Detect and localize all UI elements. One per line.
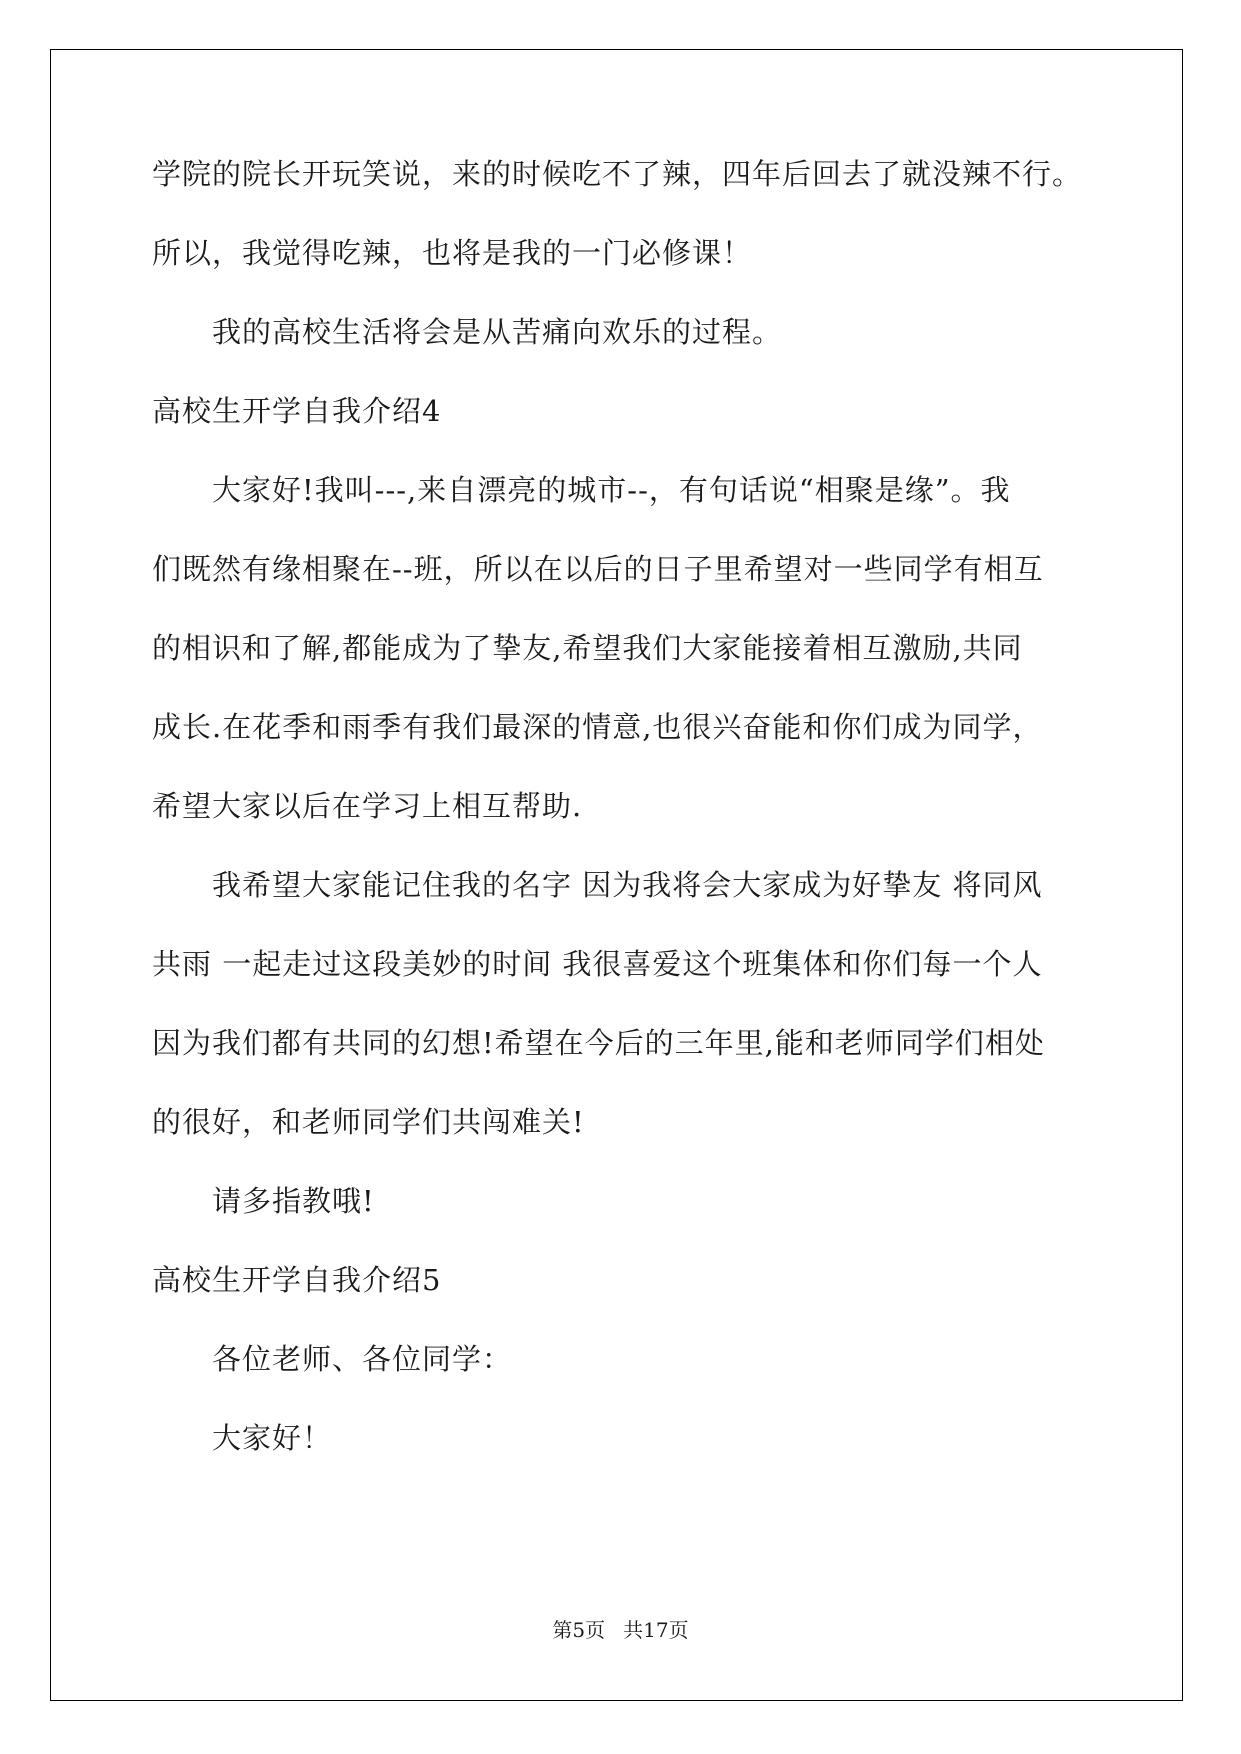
body-line-11: 共雨 一起走过这段美妙的时间 我很喜爱这个班集体和你们每一个人: [152, 947, 1043, 981]
body-line-2: 所以，我觉得吃辣，也将是我的一门必修课！: [152, 236, 753, 270]
body-line-8: 成长.在花季和雨季有我们最深的情意,也很兴奋能和你们成为同学，: [152, 710, 1043, 744]
page-total: 共17页: [623, 1618, 689, 1642]
section-heading-4: 高校生开学自我介绍4: [152, 394, 442, 428]
body-line-6: 们既然有缘相聚在--班，所以在以后的日子里希望对一些同学有相互: [152, 552, 1044, 586]
page-number: 第5页: [552, 1618, 606, 1642]
body-line-3: 我的高校生活将会是从苦痛向欢乐的过程。: [212, 315, 783, 349]
body-line-17: 大家好！: [212, 1421, 333, 1455]
body-line-12: 因为我们都有共同的幻想!希望在今后的三年里,能和老师同学们相处: [152, 1026, 1045, 1060]
page-footer: [0, 1614, 1241, 1643]
body-line-1: 学院的院长开玩笑说，来的时候吃不了辣，四年后回去了就没辣不行。: [152, 157, 1083, 191]
section-heading-5: 高校生开学自我介绍5: [152, 1263, 442, 1297]
body-line-7: 的相识和了解,都能成为了挚友,希望我们大家能接着相互激励,共同: [152, 631, 1023, 665]
body-line-10: 我希望大家能记住我的名字 因为我将会大家成为好挚友 将同风: [212, 868, 1043, 902]
body-line-14: 请多指教哦!: [212, 1184, 375, 1218]
body-line-16: 各位老师、各位同学：: [212, 1342, 513, 1376]
body-line-13: 的很好，和老师同学们共闯难关!: [152, 1105, 585, 1139]
body-line-5: 大家好!我叫---,来自漂亮的城市--，有句话说“相聚是缘”。我: [212, 473, 1011, 507]
body-line-9: 希望大家以后在学习上相互帮助.: [152, 789, 583, 823]
